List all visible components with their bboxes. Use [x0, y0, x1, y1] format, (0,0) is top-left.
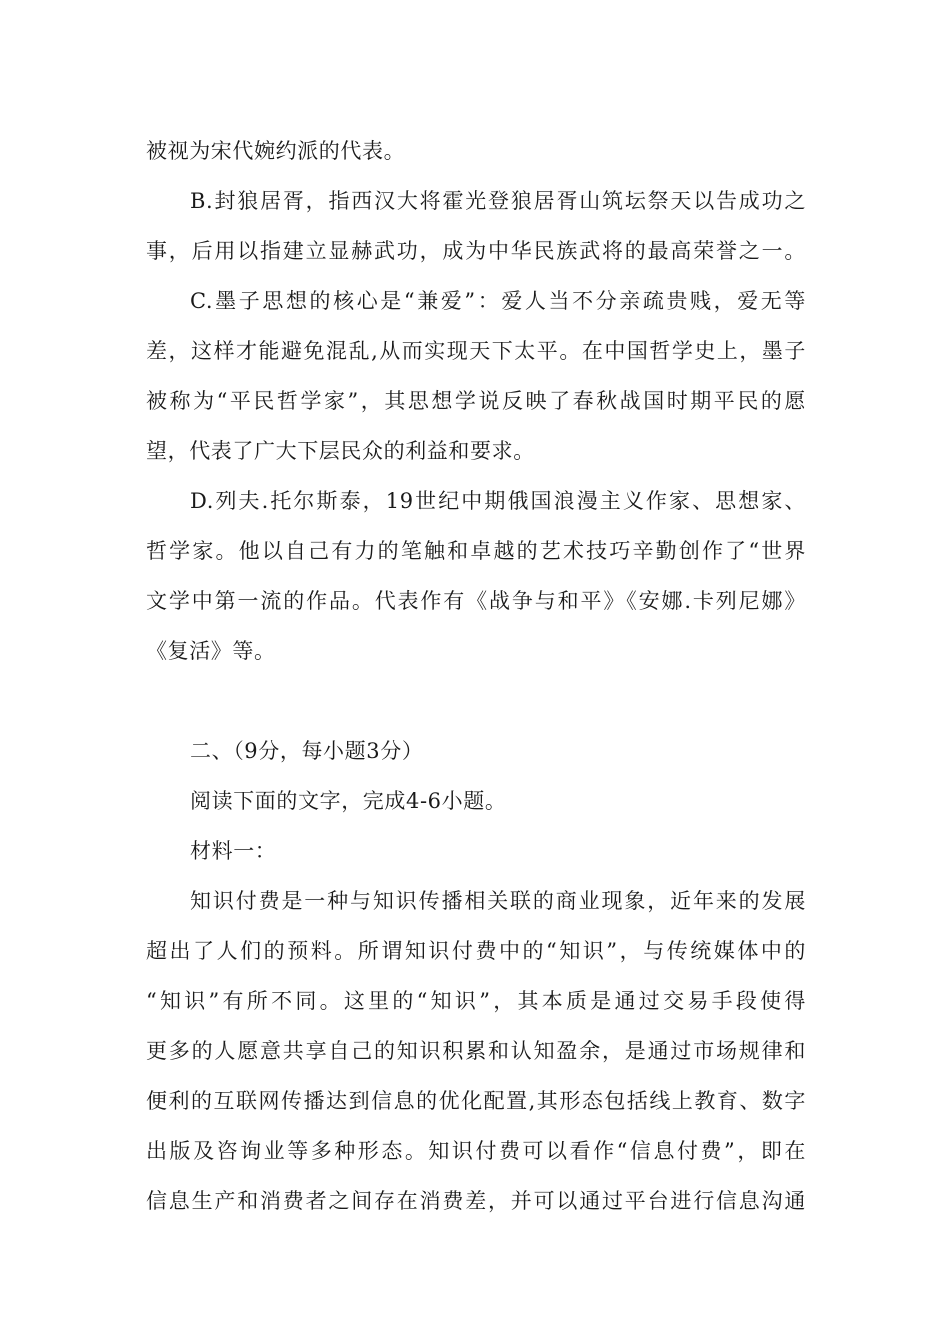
- text-line: 文学中第一流的作品。代表作有《战争与和平》《安娜.卡列尼娜》: [146, 589, 806, 613]
- paragraph-line: 知识付费是一种与知识传播相关联的商业现象，近年来的发展: [190, 889, 806, 913]
- paragraph-line: “知识”有所不同。这里的“知识”，其本质是通过交易手段使得: [146, 989, 806, 1013]
- text-line: 差，这样才能避免混乱,从而实现天下太平。在中国哲学史上，墨子: [146, 339, 806, 363]
- paragraph-line: 更多的人愿意共享自己的知识积累和认知盈余，是通过市场规律和: [146, 1039, 806, 1063]
- instruction-line: 阅读下面的文字，完成4-6小题。: [190, 789, 507, 813]
- paragraph-line: 便利的互联网传播达到信息的优化配置,其形态包括线上教育、数字: [146, 1089, 806, 1113]
- option-c-line: C.墨子思想的核心是“兼爱”：爱人当不分亲疏贵贱，爱无等: [190, 289, 806, 313]
- text-line: 被视为宋代婉约派的代表。: [146, 139, 406, 163]
- material-label: 材料一：: [190, 839, 277, 863]
- option-d-line: D.列夫.托尔斯泰，19世纪中期俄国浪漫主义作家、思想家、: [190, 489, 806, 513]
- text-line: 哲学家。他以自己有力的笔触和卓越的艺术技巧辛勤创作了“世界: [146, 539, 806, 563]
- option-b-line: B.封狼居胥，指西汉大将霍光登狼居胥山筑坛祭天以告成功之: [190, 189, 806, 213]
- text-line: 事，后用以指建立显赫武功，成为中华民族武将的最高荣誉之一。: [146, 239, 806, 263]
- paragraph-line: 信息生产和消费者之间存在消费差，并可以通过平台进行信息沟通: [146, 1189, 806, 1213]
- paragraph-line: 出版及咨询业等多种形态。知识付费可以看作“信息付费”，即在: [146, 1139, 806, 1163]
- paragraph-line: 超出了人们的预料。所谓知识付费中的“知识”，与传统媒体中的: [146, 939, 806, 963]
- section-heading: 二、（9分，每小题3分）: [190, 739, 424, 763]
- text-line: 望，代表了广大下层民众的利益和要求。: [146, 439, 535, 463]
- text-line: 《复活》等。: [146, 639, 276, 663]
- text-line: 被称为“平民哲学家”，其思想学说反映了春秋战国时期平民的愿: [146, 389, 806, 413]
